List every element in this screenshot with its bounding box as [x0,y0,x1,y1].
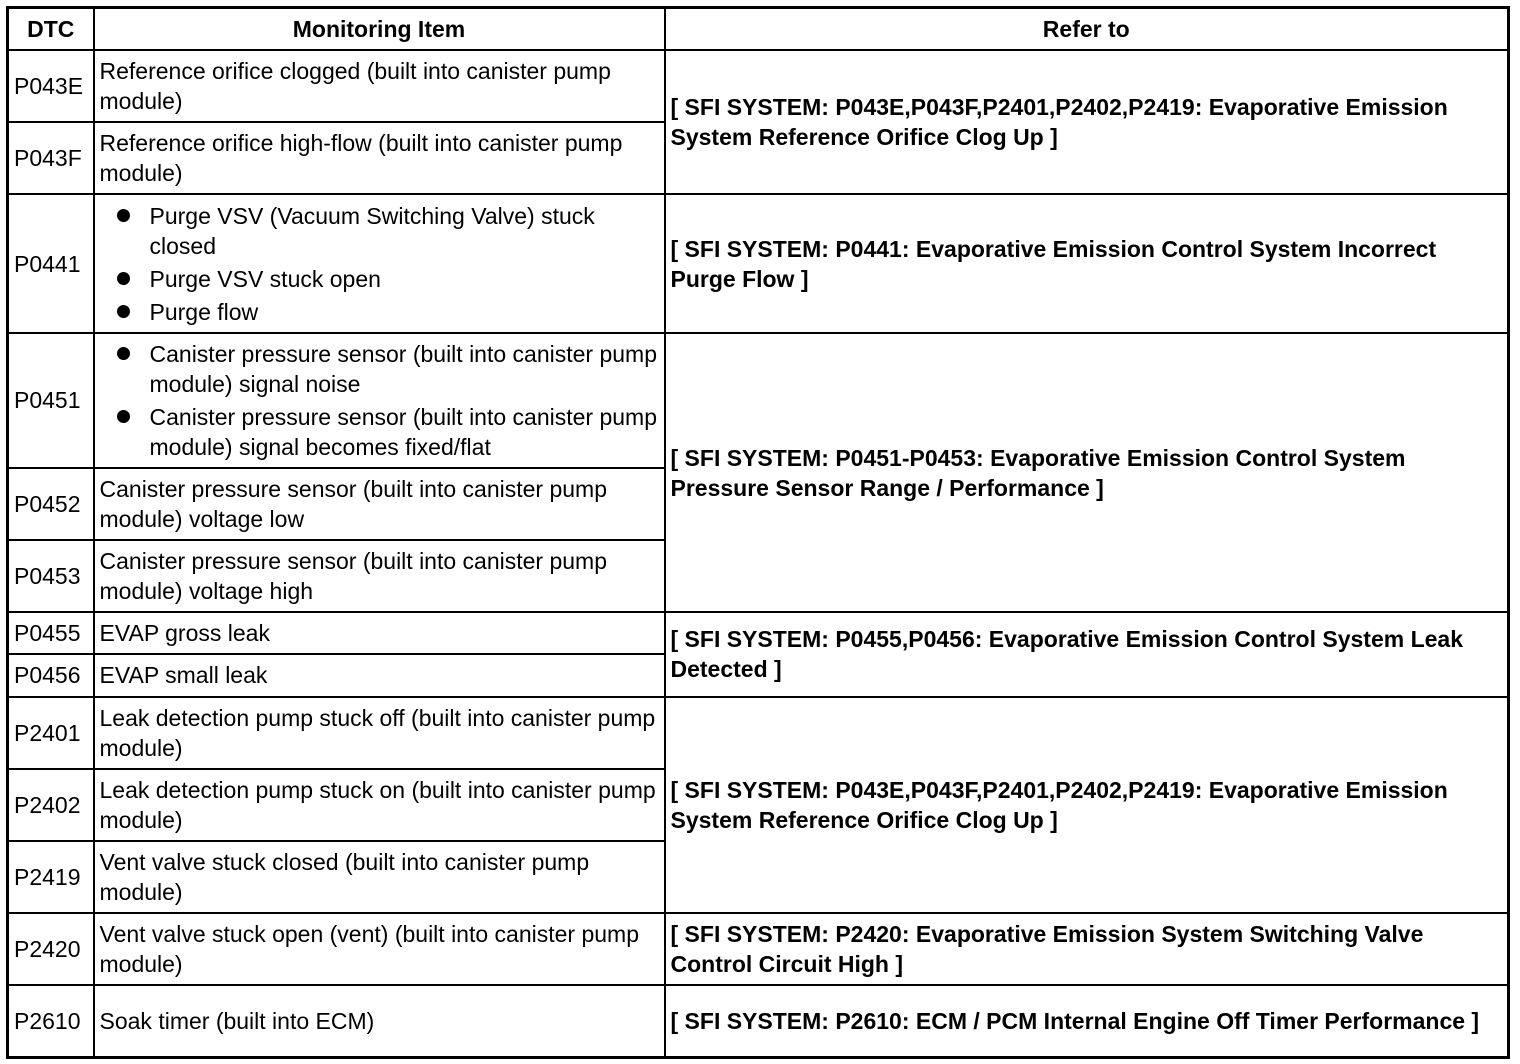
monitoring-item: EVAP small leak [94,654,665,696]
bullet-text: Purge VSV (Vacuum Switching Valve) stuck closed [149,202,595,259]
monitoring-item: Soak timer (built into ECM) [94,985,665,1057]
bullet-item [100,264,659,294]
monitoring-item: Canister pressure sensor (built into canister pump module) voltage low [94,468,665,540]
bullet-list [100,339,659,462]
bullet-item [100,402,659,462]
table-row [8,913,1509,985]
dtc-code: P2402 [8,769,94,841]
monitoring-item: Vent valve stuck closed (built into canister pump module) [94,841,665,913]
refer-to-link[interactable]: [ SFI SYSTEM: P043E,P043F,P2401,P2402,P2419: Evaporative Emission System Reference Orifice Clog Up ] [665,697,1509,914]
dtc-code: P0456 [8,654,94,696]
bullet-item [100,339,659,399]
monitoring-item: Leak detection pump stuck on (built into canister pump module) [94,769,665,841]
dtc-code: P0441 [8,194,94,332]
refer-to-link[interactable]: [ SFI SYSTEM: P2610: ECM / PCM Internal Engine Off Timer Performance ] [665,985,1509,1057]
refer-to-link[interactable]: [ SFI SYSTEM: P0451-P0453: Evaporative Emission Control System Pressure Sensor Range / Performance ] [665,333,1509,613]
refer-to-link[interactable]: [ SFI SYSTEM: P0441: Evaporative Emission Control System Incorrect Purge Flow ] [665,194,1509,332]
dtc-code: P2420 [8,913,94,985]
header-monitoring-item: Monitoring Item [94,8,665,51]
bullet-text: Purge VSV stuck open [149,265,381,292]
dtc-code: P2419 [8,841,94,913]
table-row [8,612,1509,654]
table-row [8,697,1509,769]
header-refer-to: Refer to [665,8,1509,51]
monitoring-item: Canister pressure sensor (built into canister pump module) voltage high [94,540,665,612]
monitoring-item: Reference orifice high-flow (built into canister pump module) [94,122,665,194]
bullet-icon [117,209,130,222]
header-dtc: DTC [8,8,94,51]
refer-to-link[interactable]: [ SFI SYSTEM: P2420: Evaporative Emission System Switching Valve Control Circuit High ] [665,913,1509,985]
monitoring-item: Leak detection pump stuck off (built into canister pump module) [94,697,665,769]
bullet-text: Canister pressure sensor (built into canister pump module) signal becomes fixed/flat [149,403,658,460]
bullet-icon [117,347,130,360]
refer-to-link[interactable]: [ SFI SYSTEM: P0455,P0456: Evaporative Emission Control System Leak Detected ] [665,612,1509,696]
table-row [8,985,1509,1057]
bullet-item [100,297,659,327]
header-row [8,8,1509,51]
bullet-text: Purge flow [149,298,259,325]
dtc-code: P043F [8,122,94,194]
table-row [8,333,1509,468]
bullet-icon [117,410,130,423]
dtc-code: P0452 [8,468,94,540]
dtc-code: P2610 [8,985,94,1057]
dtc-code: P2401 [8,697,94,769]
bullet-icon [117,305,130,318]
dtc-code: P0455 [8,612,94,654]
dtc-code: P043E [8,50,94,122]
monitoring-item: EVAP gross leak [94,612,665,654]
bullet-text: Canister pressure sensor (built into canister pump module) signal noise [149,340,658,397]
monitoring-item [94,333,665,468]
monitoring-item: Reference orifice clogged (built into canister pump module) [94,50,665,122]
dtc-table [6,6,1510,1059]
monitoring-item [94,194,665,332]
refer-to-link[interactable]: [ SFI SYSTEM: P043E,P043F,P2401,P2402,P2419: Evaporative Emission System Reference Orifice Clog Up ] [665,50,1509,194]
dtc-code: P0451 [8,333,94,468]
table-row [8,194,1509,332]
dtc-code: P0453 [8,540,94,612]
bullet-list [100,201,659,327]
bullet-item [100,201,659,261]
table-row [8,50,1509,122]
monitoring-item: Vent valve stuck open (vent) (built into canister pump module) [94,913,665,985]
bullet-icon [117,272,130,285]
